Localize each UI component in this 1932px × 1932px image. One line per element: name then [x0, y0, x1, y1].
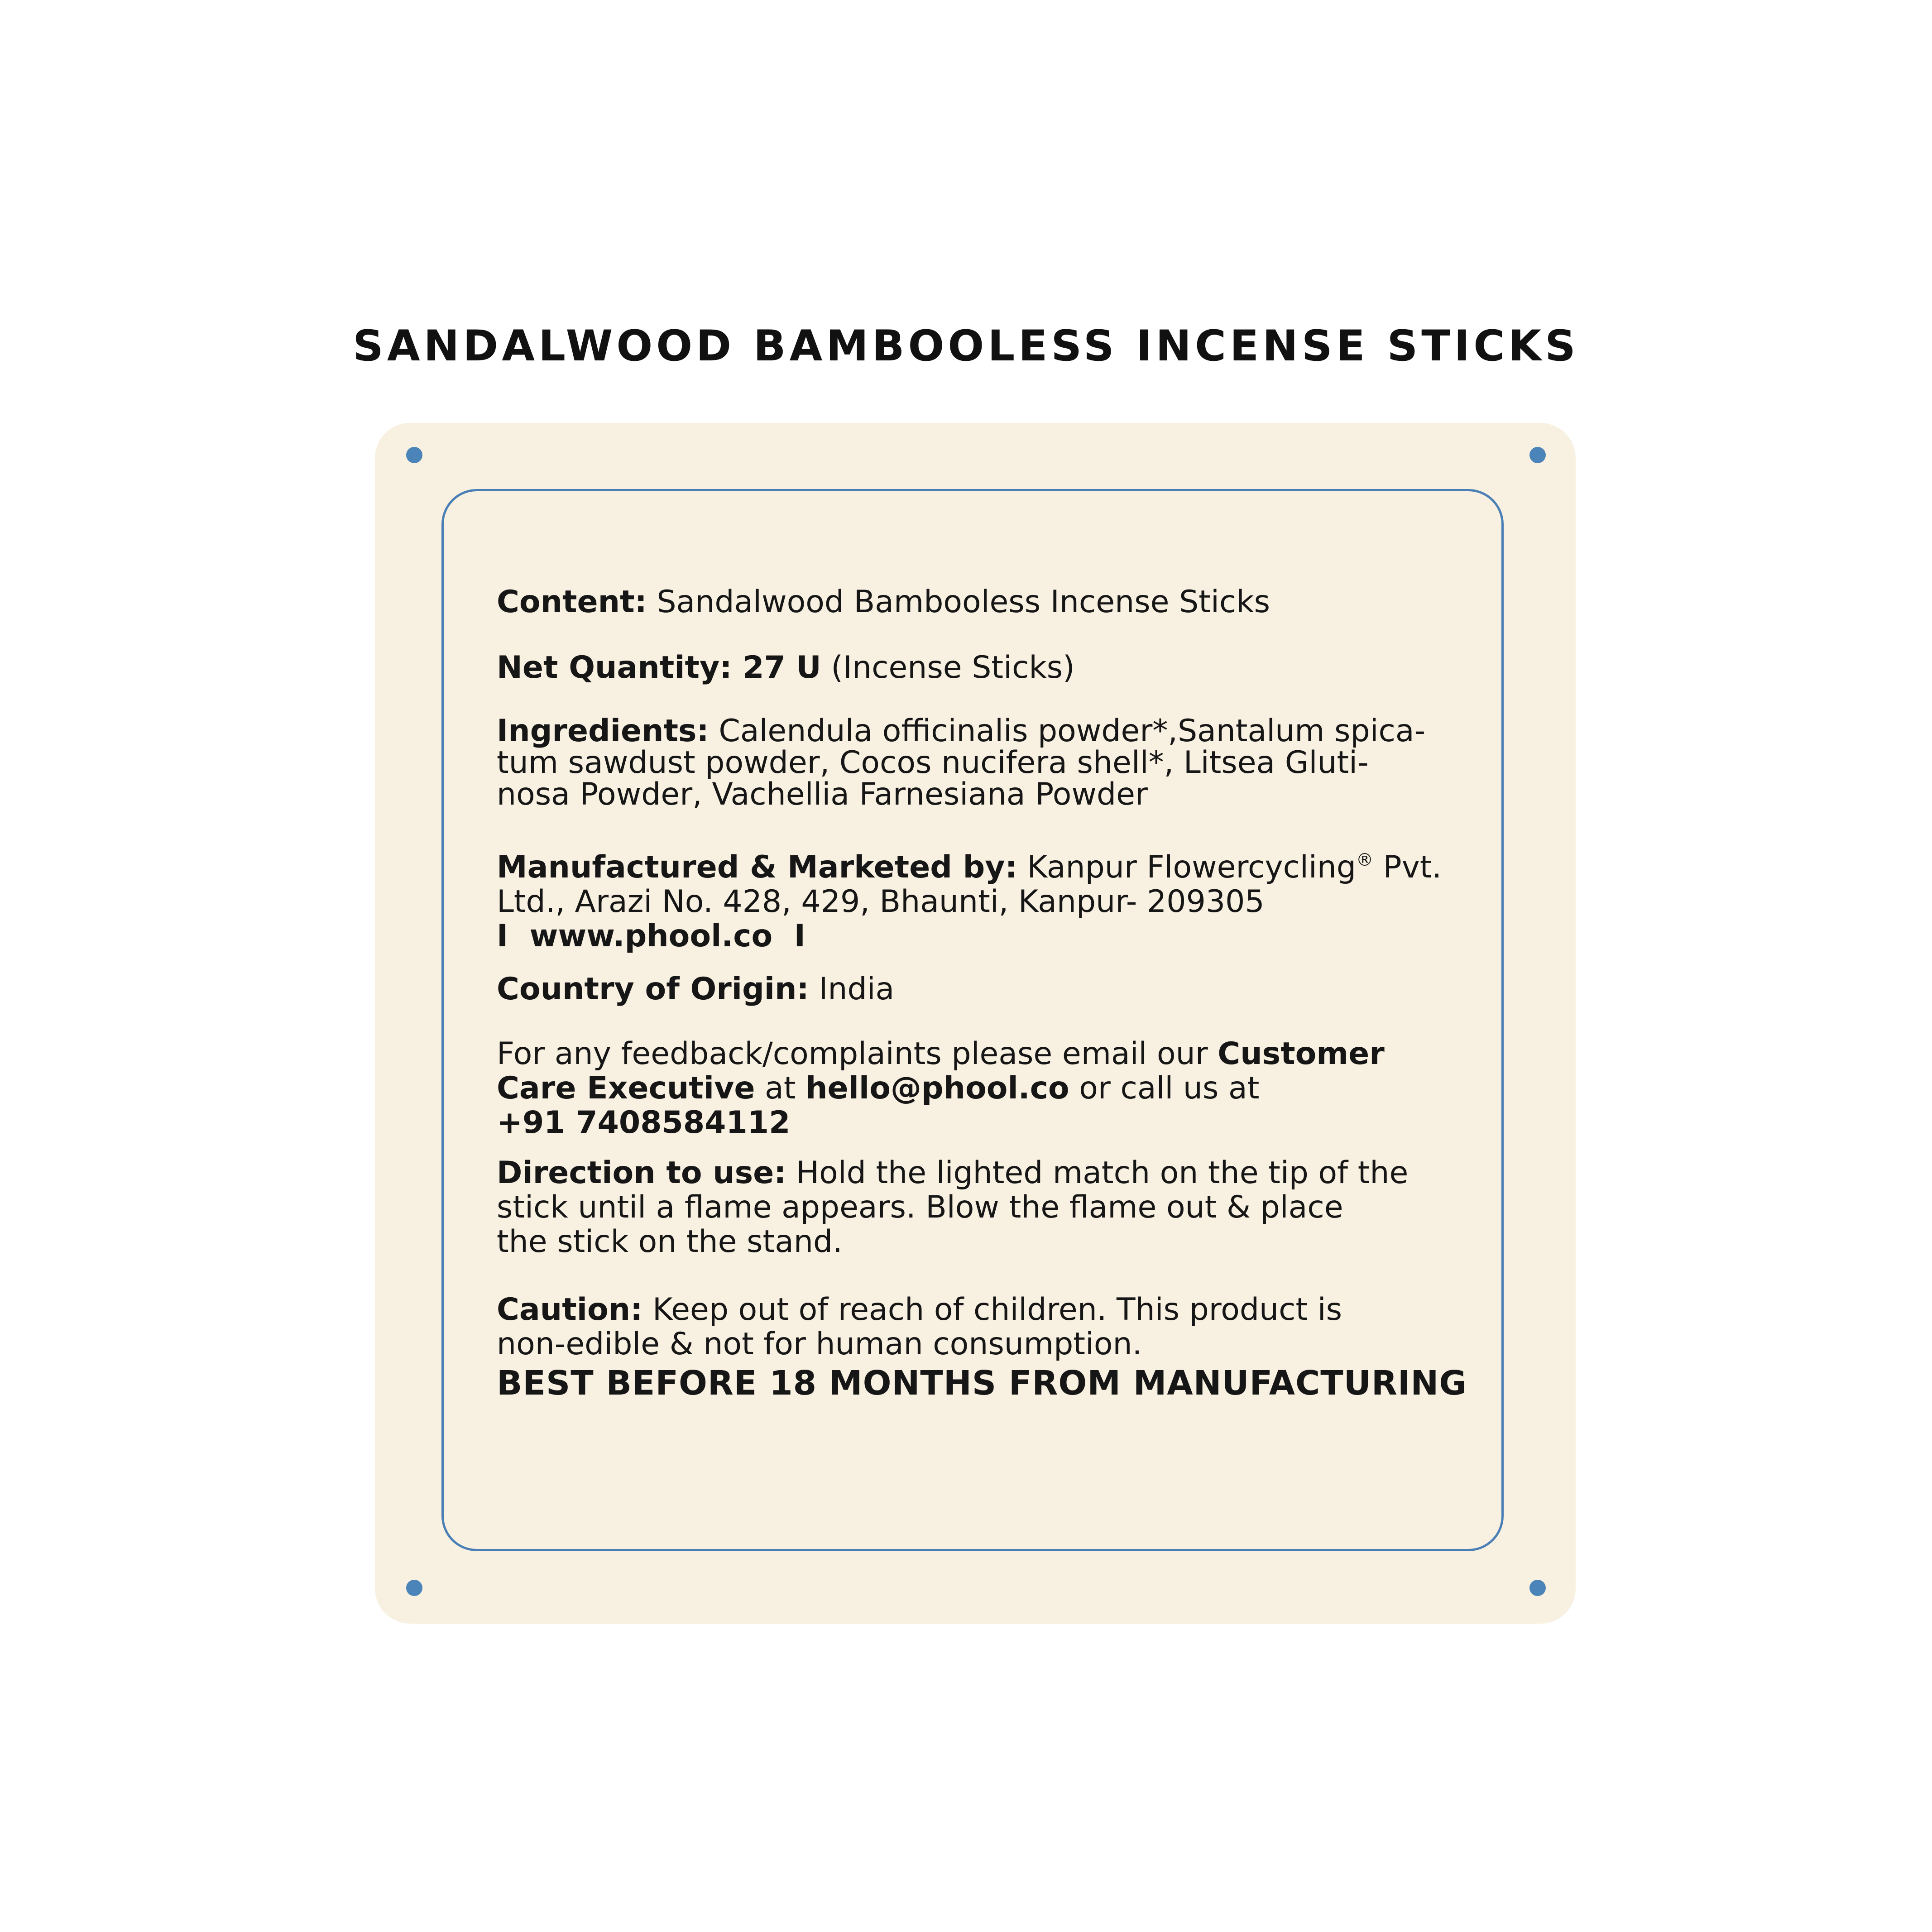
feedback-bold-1: Customer [1218, 1036, 1385, 1072]
manufacturer-name: Kanpur Flowercycling [1017, 849, 1357, 885]
ingredients-label: Ingredients: [497, 713, 709, 749]
net-quantity-line [497, 650, 1075, 686]
direction-line-1 [497, 1156, 1408, 1190]
feedback-block [497, 1037, 1385, 1140]
caution-block [497, 1293, 1342, 1362]
ingredients-line-3: nosa Powder, Vachellia Farnesiana Powder [497, 777, 1148, 812]
net-quantity-value: (Incense Sticks) [821, 650, 1075, 686]
content-label: Content: [497, 584, 647, 620]
caution-label: Caution: [497, 1292, 643, 1328]
corner-dot-top-left [406, 447, 422, 463]
direction-block [497, 1156, 1408, 1259]
registered-mark: ® [1356, 850, 1374, 870]
caution-text-1: Keep out of reach of children. This product is [642, 1292, 1342, 1328]
ingredients-line-1 [497, 715, 1425, 747]
country-of-origin-value: India [809, 971, 895, 1007]
direction-text-1: Hold the lighted match on the tip of the [786, 1155, 1409, 1191]
content-value: Sandalwood Bambooless Incense Sticks [647, 584, 1270, 620]
feedback-line-1 [497, 1037, 1385, 1071]
ingredients-block [497, 715, 1425, 810]
corner-dot-top-right [1529, 447, 1546, 463]
direction-line-2: stick until a flame appears. Blow the flame out & place [497, 1189, 1343, 1225]
manufacturer-label: Manufactured & Marketed by: [497, 849, 1017, 885]
manufacturer-line-1 [497, 843, 1442, 885]
ingredients-text-1: Calendula officinalis powder*,Santalum spica- [709, 713, 1426, 749]
page-title: SANDALWOOD BAMBOOLESS INCENSE STICKS [353, 321, 1579, 371]
net-quantity-label: Net Quantity: 27 U [497, 650, 821, 686]
country-of-origin-label: Country of Origin: [497, 971, 809, 1007]
support-phone-link[interactable]: +91 7408584112 [497, 1105, 791, 1141]
caution-line-2: non-edible & not for human consumption. [497, 1326, 1142, 1362]
ingredients-line-2: tum sawdust powder, Cocos nucifera shell*, Litsea Gluti- [497, 745, 1369, 781]
manufacturer-suffix: Pvt. [1373, 849, 1442, 885]
website-link[interactable]: I www.phool.co I [497, 918, 805, 954]
manufacturer-block [497, 843, 1442, 954]
feedback-bold-2: Care Executive [497, 1070, 755, 1106]
direction-label: Direction to use: [497, 1155, 786, 1191]
content-line [497, 584, 1270, 620]
feedback-text-3: or call us at [1069, 1070, 1260, 1106]
feedback-text-1: For any feedback/complaints please email our [497, 1036, 1218, 1072]
corner-dot-bottom-left [406, 1580, 422, 1596]
support-email-link[interactable]: hello@phool.co [805, 1070, 1069, 1106]
direction-line-3: the stick on the stand. [497, 1224, 843, 1260]
country-of-origin-line [497, 971, 894, 1007]
feedback-line-2 [497, 1071, 1385, 1106]
corner-dot-bottom-right [1529, 1580, 1546, 1596]
best-before-notice: BEST BEFORE 18 MONTHS FROM MANUFACTURING [497, 1364, 1467, 1403]
manufacturer-address: Ltd., Arazi No. 428, 429, Bhaunti, Kanpur- 209305 [497, 884, 1265, 920]
caution-line-1 [497, 1293, 1342, 1327]
feedback-text-2: at [755, 1070, 806, 1106]
